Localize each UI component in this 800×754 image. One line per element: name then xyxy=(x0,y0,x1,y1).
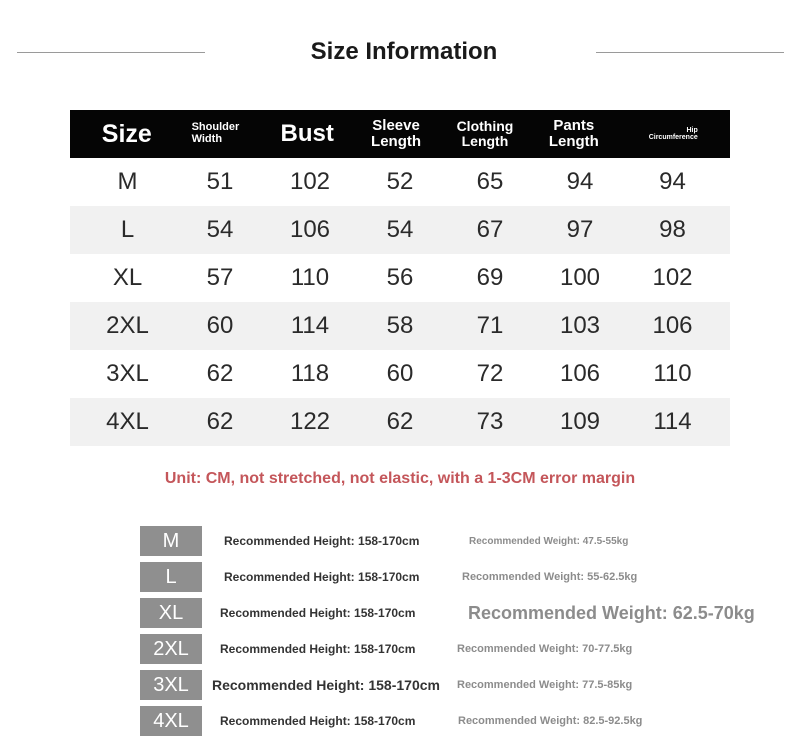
cell-shoulder: 54 xyxy=(206,216,234,243)
recommendation-row xyxy=(0,706,800,736)
cell-pants: 103 xyxy=(559,312,601,339)
cell-hip: 98 xyxy=(659,216,686,243)
size-table xyxy=(70,110,730,446)
cell-pants: 109 xyxy=(559,408,601,435)
cell-pants: 106 xyxy=(559,360,601,387)
recommended-weight: Recommended Weight: 77.5-85kg xyxy=(457,679,633,691)
cell-shoulder: 62 xyxy=(206,360,234,387)
header-hip-line1: Hip xyxy=(686,126,698,134)
table-row xyxy=(70,158,730,206)
size-badge: M xyxy=(140,526,202,556)
cell-pants: 100 xyxy=(559,264,601,291)
recommendation-row xyxy=(0,562,800,592)
header-sleeve-length xyxy=(361,110,430,158)
recommendation-row xyxy=(0,526,800,556)
table-header xyxy=(70,110,730,158)
title-row xyxy=(0,30,800,76)
cell-clothing: 71 xyxy=(476,312,504,339)
table-row xyxy=(70,398,730,446)
cell-bust: 118 xyxy=(290,360,330,387)
cell-sleeve: 52 xyxy=(386,168,414,195)
header-shoulder-width xyxy=(184,110,253,158)
header-clothing-length xyxy=(431,110,540,158)
cell-hip: 110 xyxy=(653,360,692,387)
cell-sleeve: 54 xyxy=(386,216,414,243)
header-pants-length xyxy=(539,110,608,158)
size-badge: 3XL xyxy=(140,670,202,700)
cell-pants: 94 xyxy=(566,168,594,195)
recommended-weight: Recommended Weight: 62.5-70kg xyxy=(468,602,755,623)
cell-hip: 114 xyxy=(653,408,692,435)
recommendation-row xyxy=(0,598,800,628)
header-shoulder-line2: Width xyxy=(191,133,223,145)
cell-sleeve: 58 xyxy=(386,312,414,339)
recommended-weight: Recommended Weight: 47.5-55kg xyxy=(469,535,629,547)
cell-sleeve: 56 xyxy=(386,264,414,291)
table-row xyxy=(70,254,730,302)
header-hip-circumference xyxy=(608,110,730,158)
header-sleeve-line1: Sleeve xyxy=(372,117,420,135)
header-bust: Bust xyxy=(280,120,334,148)
cell-bust: 106 xyxy=(289,216,331,243)
cell-clothing: 73 xyxy=(476,408,504,435)
title-divider-right xyxy=(596,52,784,53)
header-sleeve-line2: Length xyxy=(371,133,422,150)
cell-clothing: 67 xyxy=(476,216,504,243)
cell-size: M xyxy=(117,168,138,195)
cell-bust: 122 xyxy=(289,408,331,435)
cell-sleeve: 62 xyxy=(386,408,414,435)
size-badge: L xyxy=(140,562,202,592)
cell-size: 2XL xyxy=(106,312,149,339)
header-pants-line1: Pants xyxy=(553,117,595,135)
cell-sleeve: 60 xyxy=(386,360,414,387)
header-clothing-line1: Clothing xyxy=(456,118,514,135)
header-clothing-line2: Length xyxy=(461,133,509,149)
cell-bust: 110 xyxy=(290,264,330,291)
cell-size: 4XL xyxy=(106,408,149,435)
cell-size: 3XL xyxy=(106,360,149,387)
cell-clothing: 65 xyxy=(476,168,504,195)
cell-size: XL xyxy=(112,264,143,291)
cell-shoulder: 60 xyxy=(206,312,234,339)
cell-hip: 102 xyxy=(652,264,693,291)
cell-size: L xyxy=(120,216,135,243)
recommended-height: Recommended Height: 158-170cm xyxy=(224,570,420,584)
cell-shoulder: 57 xyxy=(206,264,234,291)
cell-clothing: 69 xyxy=(476,264,504,291)
recommended-height: Recommended Height: 158-170cm xyxy=(220,606,416,620)
recommended-weight: Recommended Weight: 70-77.5kg xyxy=(457,643,633,655)
cell-bust: 114 xyxy=(290,312,330,339)
recommendation-row xyxy=(0,670,800,700)
table-row xyxy=(70,206,730,254)
table-row xyxy=(70,302,730,350)
recommendation-row xyxy=(0,634,800,664)
header-shoulder-line1: Shoulder xyxy=(191,121,240,134)
size-badge: XL xyxy=(140,598,202,628)
cell-shoulder: 62 xyxy=(206,408,234,435)
table-row xyxy=(70,350,730,398)
cell-clothing: 72 xyxy=(476,360,504,387)
header-hip-line2: Circumference xyxy=(648,134,698,141)
size-badge: 2XL xyxy=(140,634,202,664)
header-pants-line2: Length xyxy=(548,133,599,150)
size-badge: 4XL xyxy=(140,706,202,736)
header-size: Size xyxy=(101,119,152,148)
recommended-height: Recommended Height: 158-170cm xyxy=(220,714,416,728)
cell-shoulder: 51 xyxy=(206,168,234,195)
cell-pants: 97 xyxy=(566,216,594,243)
cell-hip: 94 xyxy=(659,168,686,195)
recommended-weight: Recommended Weight: 55-62.5kg xyxy=(462,571,638,583)
unit-note: Unit: CM, not stretched, not elastic, with a 1-3CM error margin xyxy=(164,470,636,487)
recommended-height: Recommended Height: 158-170cm xyxy=(220,642,416,656)
cell-bust: 102 xyxy=(289,168,331,195)
recommended-weight: Recommended Weight: 82.5-92.5kg xyxy=(458,715,643,727)
cell-hip: 106 xyxy=(652,312,693,339)
page-title: Size Information xyxy=(310,38,498,65)
recommended-height: Recommended Height: 158-170cm xyxy=(224,534,420,548)
recommended-height: Recommended Height: 158-170cm xyxy=(212,677,440,693)
